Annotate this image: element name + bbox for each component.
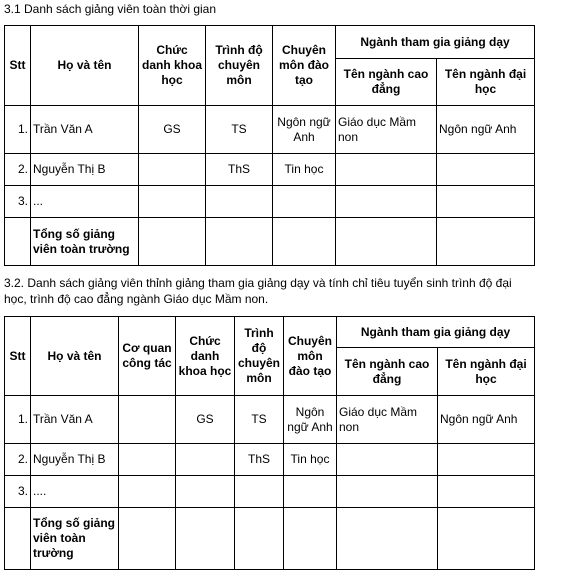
cell-degree: ThS xyxy=(235,444,284,476)
cell-degree: TS xyxy=(235,396,284,444)
cell-college xyxy=(337,476,438,508)
table-row xyxy=(5,476,535,508)
cell-university xyxy=(438,444,535,476)
header-major: Chuyên môn đào tạo xyxy=(273,26,336,106)
cell-name: Nguyễn Thị B xyxy=(31,154,139,186)
header-stt: Stt xyxy=(5,317,31,396)
header-major: Chuyên môn đào tạo xyxy=(284,317,337,396)
cell-degree: TS xyxy=(206,106,273,154)
cell-college xyxy=(336,154,437,186)
header-title: Chức danh khoa học xyxy=(139,26,206,106)
cell-title xyxy=(176,444,235,476)
cell-name: Trần Văn A xyxy=(31,396,119,444)
header-degree: Trình độ chuyên môn xyxy=(206,26,273,106)
header-university: Tên ngành đại học xyxy=(438,348,535,396)
total-row xyxy=(5,508,535,570)
cell-university xyxy=(437,186,535,218)
cell-degree: ThS xyxy=(206,154,273,186)
cell-college: Giáo dục Mầm non xyxy=(337,396,438,444)
section1-heading: 3.1 Danh sách giảng viên toàn thời gian xyxy=(4,2,217,16)
cell-college: Giáo dục Mầm non xyxy=(336,106,437,154)
header-agency: Cơ quan công tác xyxy=(119,317,176,396)
cell-agency xyxy=(119,444,176,476)
header-name: Họ và tên xyxy=(31,317,119,396)
cell-major: Tin học xyxy=(284,444,337,476)
table-row xyxy=(5,396,535,444)
header-teaching: Ngành tham gia giảng dạy xyxy=(337,317,535,348)
section2-heading: 3.2. Danh sách giảng viên thỉnh giảng tham gia giảng dạy và tính chỉ tiêu tuyển sinh trình độ đại học, trình độ cao đẳng ngành Giáo dục Mầm non. xyxy=(4,276,512,306)
cell-title: GS xyxy=(139,106,206,154)
cell-college xyxy=(336,186,437,218)
cell-stt: 1. xyxy=(5,106,31,154)
cell-major: Ngôn ngữ Anh xyxy=(273,106,336,154)
cell-stt: 2. xyxy=(5,444,31,476)
header-title: Chức danh khoa học xyxy=(176,317,235,396)
cell-title xyxy=(176,476,235,508)
total-label: Tổng số giảng viên toàn trường xyxy=(31,508,119,570)
header-degree: Trình độ chuyên môn xyxy=(235,317,284,396)
cell-major xyxy=(273,186,336,218)
cell-college xyxy=(337,444,438,476)
header-teaching: Ngành tham gia giảng dạy xyxy=(336,26,535,59)
cell-major: Tin học xyxy=(273,154,336,186)
header-university: Tên ngành đại học xyxy=(437,59,535,106)
cell-name: Nguyễn Thị B xyxy=(31,444,119,476)
header-stt: Stt xyxy=(5,26,31,106)
cell-university: Ngôn ngữ Anh xyxy=(437,106,535,154)
cell-university xyxy=(438,476,535,508)
cell-stt: 2. xyxy=(5,154,31,186)
table-row xyxy=(5,186,535,218)
cell-degree xyxy=(235,476,284,508)
cell-university xyxy=(437,154,535,186)
cell-agency xyxy=(119,476,176,508)
cell-title xyxy=(139,186,206,218)
table-row xyxy=(5,444,535,476)
cell-name: Trần Văn A xyxy=(31,106,139,154)
total-label: Tổng số giảng viên toàn trường xyxy=(31,218,139,266)
total-row xyxy=(5,218,535,266)
cell-title: GS xyxy=(176,396,235,444)
header-college: Tên ngành cao đẳng xyxy=(337,348,438,396)
fulltime-lecturers-table xyxy=(4,25,535,266)
cell-stt: 1. xyxy=(5,396,31,444)
cell-stt: 3. xyxy=(5,186,31,218)
cell-stt: 3. xyxy=(5,476,31,508)
cell-university: Ngôn ngữ Anh xyxy=(438,396,535,444)
visiting-lecturers-table xyxy=(4,316,535,570)
cell-agency xyxy=(119,396,176,444)
cell-degree xyxy=(206,186,273,218)
cell-major: Ngôn ngữ Anh xyxy=(284,396,337,444)
cell-name: ... xyxy=(31,186,139,218)
cell-title xyxy=(139,154,206,186)
cell-major xyxy=(284,476,337,508)
table-row xyxy=(5,154,535,186)
header-college: Tên ngành cao đẳng xyxy=(336,59,437,106)
table-row xyxy=(5,106,535,154)
header-name: Họ và tên xyxy=(31,26,139,106)
cell-name: .... xyxy=(31,476,119,508)
